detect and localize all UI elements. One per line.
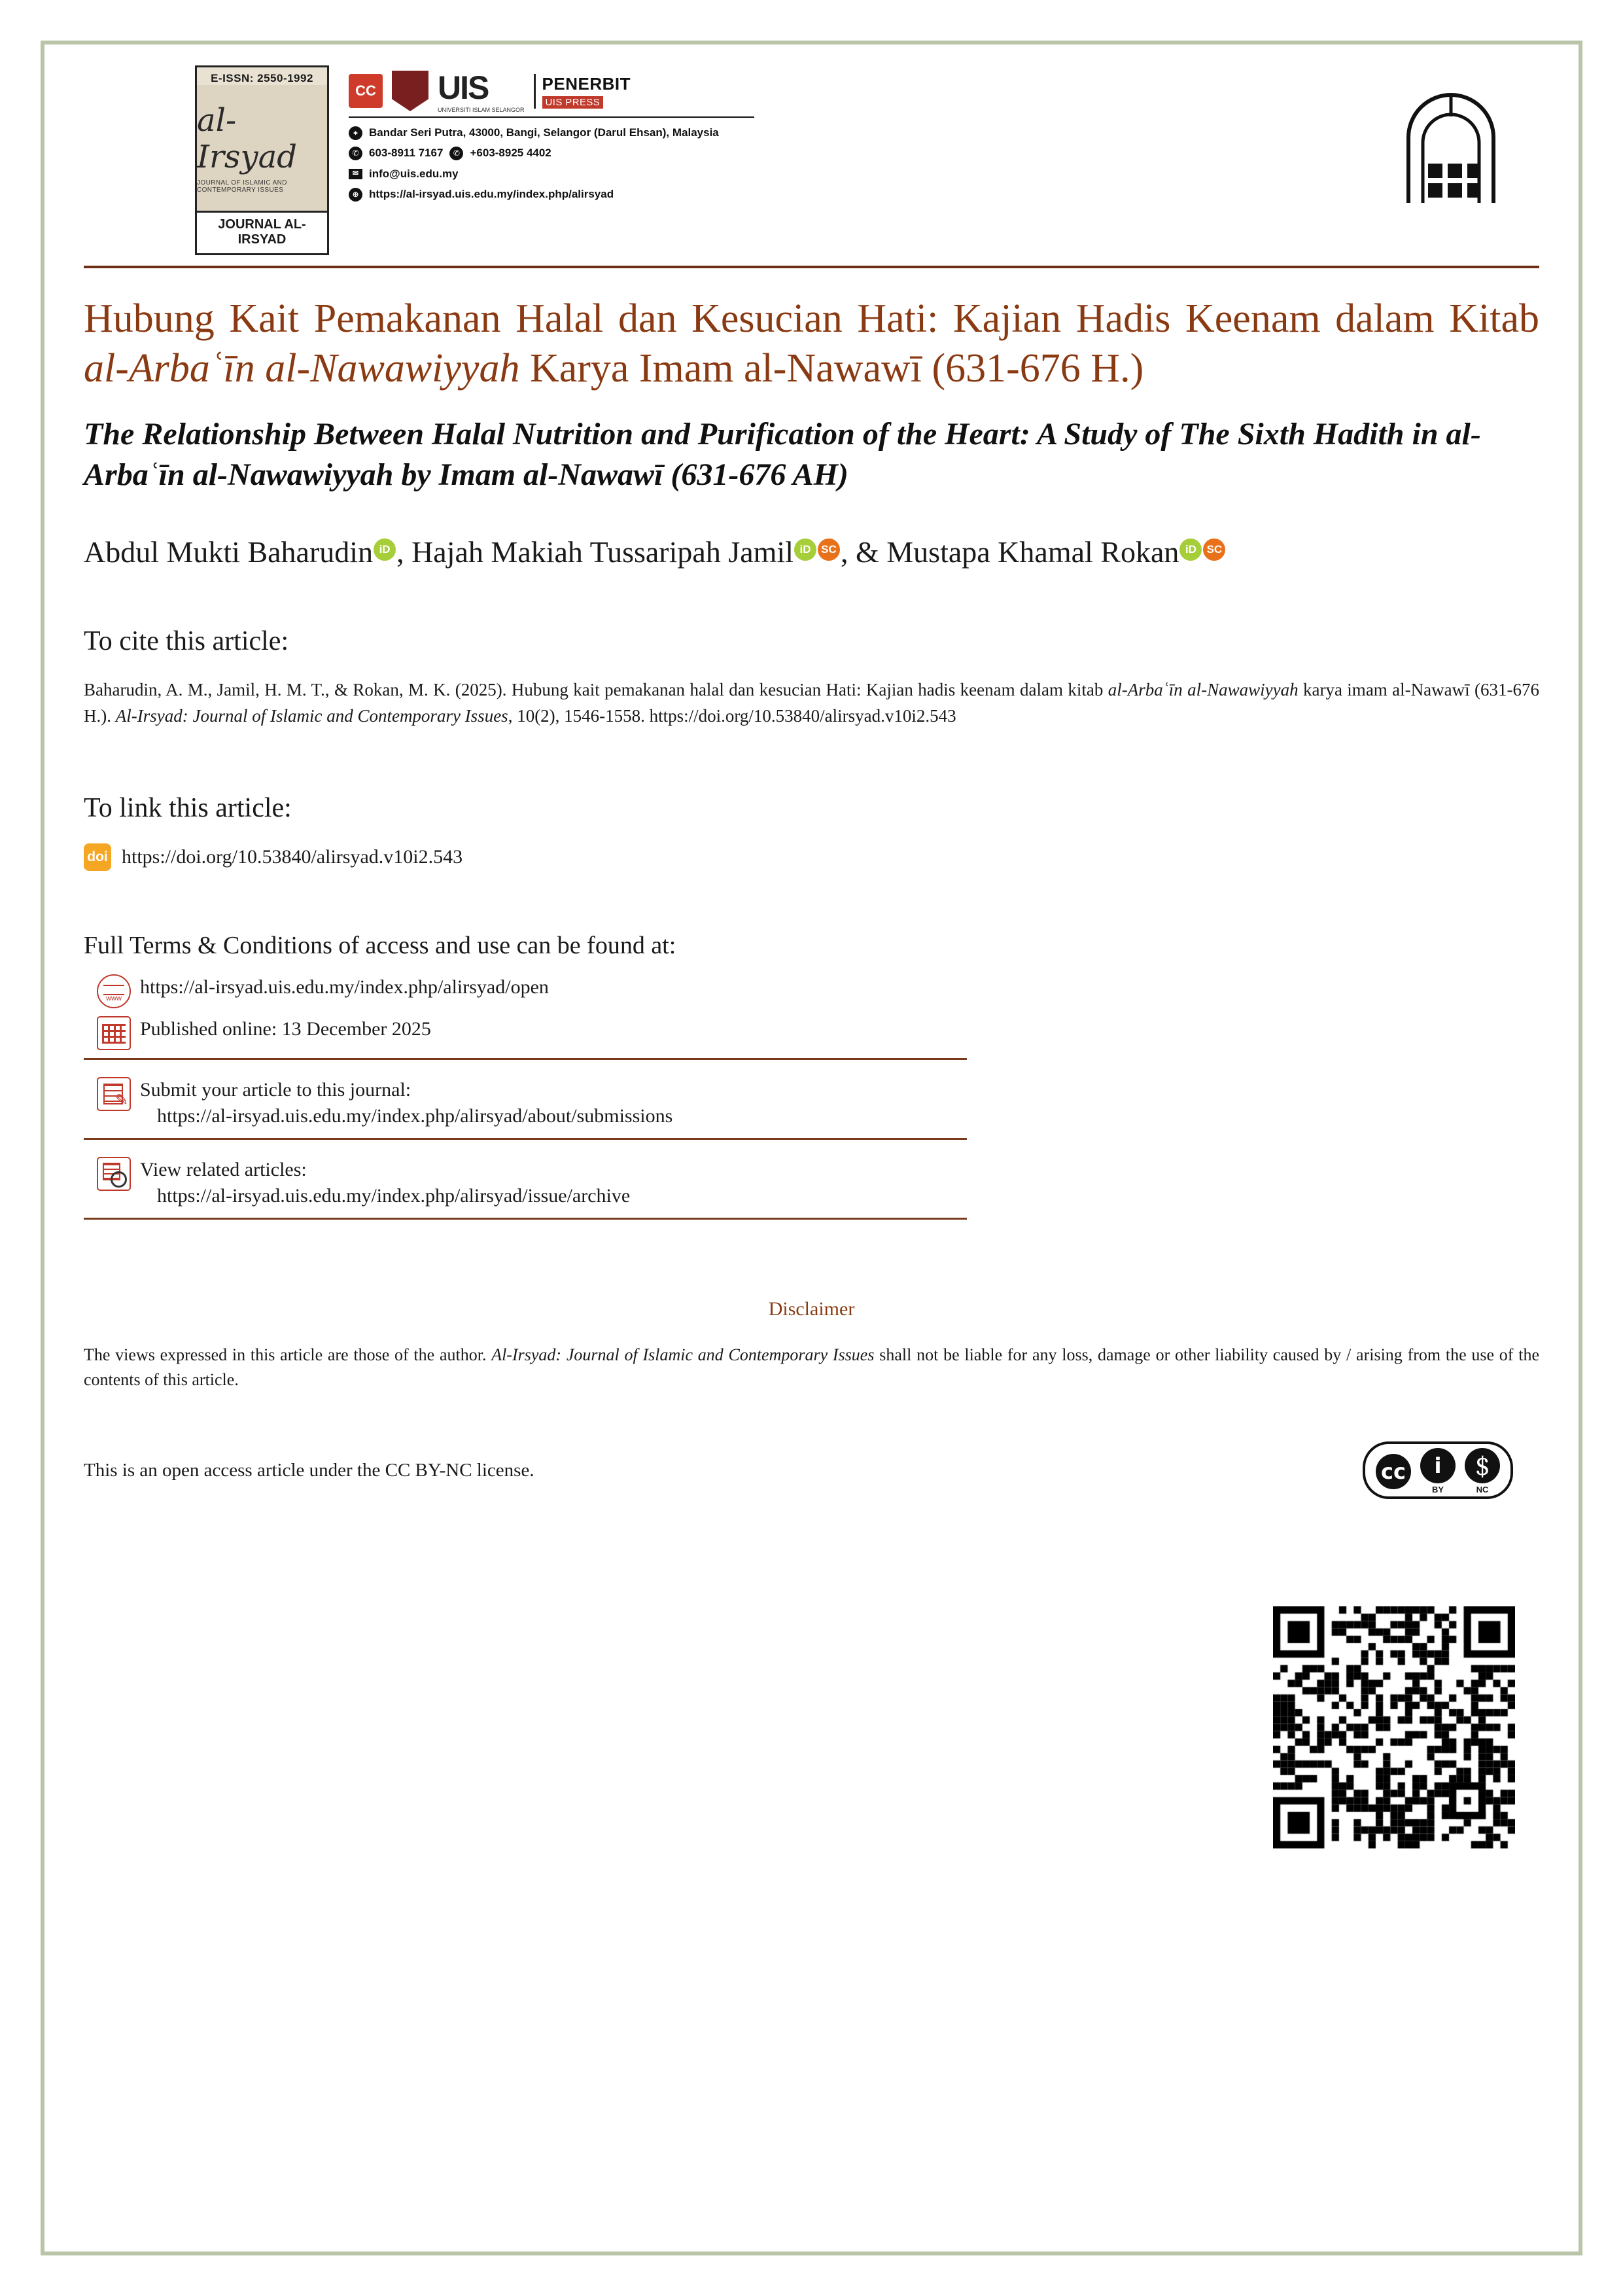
link-heading: To link this article: [84, 792, 292, 823]
license-text: This is an open access article under the CC BY-NC license. [84, 1459, 534, 1481]
cc-nc-icon: ＄ [1465, 1448, 1500, 1483]
author-list [84, 531, 1539, 574]
publisher-address: Bandar Seri Putra, 43000, Bangi, Selangor (Darul Ehsan), Malaysia [369, 126, 719, 139]
disclaimer-section [84, 1298, 1539, 1499]
cc-by-nc-badge [1363, 1441, 1513, 1499]
author-sep-2: , & [840, 535, 887, 569]
location-pin-icon: ⌖ [349, 126, 362, 140]
view-related-icon [97, 1157, 131, 1191]
scopus-icon[interactable]: SC [818, 539, 840, 561]
published-date: Published online: 13 December 2025 [140, 1017, 431, 1040]
penerbit-label: PENERBIT [542, 73, 631, 94]
header-divider [84, 266, 1539, 268]
mosque-arch-icon [1389, 92, 1513, 209]
open-access-row[interactable] [84, 974, 1539, 1008]
submit-article-icon [97, 1077, 131, 1111]
citation-part1: Baharudin, A. M., Jamil, H. M. T., & Rokan, M. K. (2025). Hubung kait pemakanan halal dan kesucian Hati: Kajian hadis keenam dalam kitab [84, 679, 1108, 699]
citation-text [84, 677, 1539, 730]
publisher-email: info@uis.edu.my [369, 167, 459, 180]
cite-heading: To cite this article: [84, 626, 289, 656]
doi-url[interactable]: https://doi.org/10.53840/alirsyad.v10i2.543 [122, 845, 463, 868]
journal-wordmark-text: al-Irsyad [197, 102, 297, 175]
title-my-part2: Karya Imam al-Nawawī (631-676 H.) [519, 345, 1144, 391]
uis-press-label: UIS PRESS [542, 96, 604, 109]
doi-link-row[interactable] [84, 843, 1539, 871]
globe-icon: ⊕ [349, 188, 362, 202]
publisher-block [349, 65, 754, 206]
author-sep-1: , [396, 535, 412, 569]
citation-italic-2: Al-Irsyad: Journal of Islamic and Contemporary Issues [115, 706, 508, 726]
doi-icon: doi [84, 843, 111, 871]
publisher-fax: +603-8925 4402 [470, 147, 551, 160]
divider-submit [84, 1138, 967, 1140]
terms-heading: Full Terms & Conditions of access and use can be found at: [84, 931, 676, 959]
title-english: The Relationship Between Halal Nutrition and Purification of the Heart: A Study of The Sixth Hadith in al-Arbaʿīn al-Nawawiyyah by Imam al-Nawawī (631-676 AH) [84, 417, 1481, 492]
orcid-icon[interactable]: iD [794, 539, 816, 561]
submit-row[interactable] [84, 1077, 1539, 1130]
cc-nc-label: NC [1476, 1485, 1489, 1495]
calendar-icon [97, 1016, 131, 1050]
related-label: View related articles: [140, 1158, 307, 1180]
citation-part2: karya imam al-Nawawī (631-676 H.). [84, 679, 1539, 726]
cc-icon: cc [1376, 1454, 1411, 1489]
disclaimer-title: Disclaimer [768, 1298, 855, 1320]
citation-italic-1: al-Arbaʿīn al-Nawawiyyah [1108, 679, 1299, 699]
cc-by-icon: i [1420, 1448, 1456, 1483]
author-3: Mustapa Khamal Rokan [886, 535, 1179, 569]
qr-code[interactable] [1273, 1606, 1515, 1848]
related-url[interactable]: https://al-irsyad.uis.edu.my/index.php/alirsyad/issue/archive [157, 1185, 631, 1207]
creative-commons-icon: CC [349, 74, 383, 108]
publisher-contact [349, 116, 754, 203]
uis-shield-icon [392, 71, 428, 111]
orcid-icon[interactable]: iD [374, 539, 396, 561]
journal-wordmark [197, 85, 327, 211]
scopus-icon[interactable]: SC [1203, 539, 1225, 561]
penerbit-block [534, 74, 631, 109]
disclaimer-text [84, 1343, 1539, 1392]
orcid-icon[interactable]: iD [1179, 539, 1202, 561]
submit-url[interactable]: https://al-irsyad.uis.edu.my/index.php/alirsyad/about/submissions [157, 1105, 673, 1127]
eissn-label: E-ISSN: 2550-1992 [211, 72, 313, 84]
publisher-phone: 603-8911 7167 [369, 147, 444, 160]
open-access-url[interactable]: https://al-irsyad.uis.edu.my/index.php/alirsyad/open [140, 976, 549, 998]
citation-part3: , 10(2), 1546-1558. https://doi.org/10.53840/alirsyad.v10i2.543 [508, 706, 956, 726]
masthead [84, 65, 1539, 262]
license-row [84, 1441, 1539, 1499]
email-icon: ✉ [349, 169, 362, 179]
phone-icon: ✆ [349, 147, 362, 160]
uis-wordmark: UIS [438, 69, 489, 106]
author-2: Hajah Makiah Tussaripah Jamil [411, 535, 794, 569]
cc-by-label: BY [1431, 1485, 1444, 1495]
journal-logo-footer: JOURNAL AL-IRSYAD [197, 211, 327, 253]
author-1: Abdul Mukti Baharudin [84, 535, 374, 569]
title-my-italic: al-Arbaʿīn al-Nawawiyyah [84, 345, 520, 391]
disclaimer-italic: Al-Irsyad: Journal of Islamic and Contemporary Issues [491, 1345, 875, 1364]
page-title [84, 294, 1539, 393]
globe-icon [97, 974, 131, 1008]
fax-icon: ✆ [449, 147, 463, 160]
title-my-part1: Hubung Kait Pemakanan Halal dan Kesucian Hati: Kajian Hadis Keenam dalam Kitab [84, 296, 1539, 341]
published-row [84, 1016, 1539, 1050]
divider-related [84, 1218, 967, 1220]
disclaimer-part1: The views expressed in this article are those of the author. [84, 1345, 492, 1364]
publisher-website[interactable]: https://al-irsyad.uis.edu.my/index.php/alirsyad [369, 188, 614, 201]
disclaimer-part2: shall not be liable for any loss, damage or other liability caused by / arising from the use of the contents of this article. [84, 1345, 1539, 1389]
divider-published [84, 1058, 967, 1060]
journal-tagline: JOURNAL OF ISLAMIC AND CONTEMPORARY ISSUES [197, 179, 287, 194]
related-articles-row[interactable] [84, 1157, 1539, 1210]
uis-subtitle: UNIVERSITI ISLAM SELANGOR [438, 106, 525, 113]
journal-logo [195, 65, 329, 255]
submit-label: Submit your article to this journal: [140, 1078, 411, 1101]
